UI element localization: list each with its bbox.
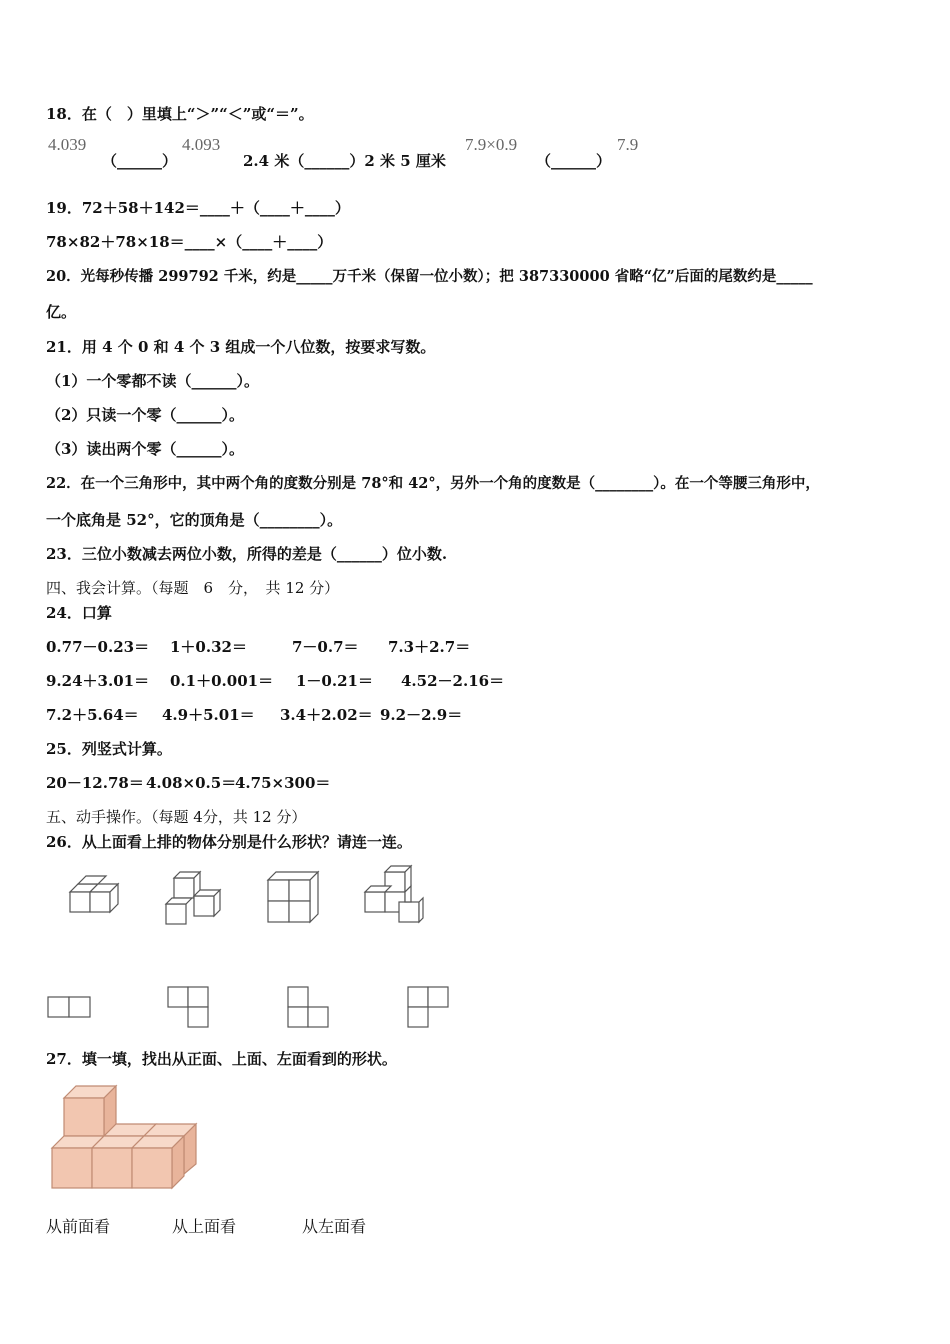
q21-part1: （1）一个零都不读（______）。 [46, 372, 259, 390]
q25-item3: 4.75×300＝ [235, 774, 331, 792]
q24-r2-c3: 1－0.21＝ [296, 672, 373, 690]
q24-title: 24．口算 [46, 604, 112, 622]
top-view-shape-3-icon [286, 985, 332, 1031]
cube-stack-3-icon [260, 866, 330, 930]
q25-title: 25．列竖式计算。 [46, 740, 172, 758]
view-label-front: 从前面看 [46, 1217, 111, 1236]
cube-stack-2-icon [160, 866, 230, 930]
q18-value-c1: 7.9×0.9 [465, 135, 518, 154]
q18-blank-c[interactable]: （______） [536, 152, 612, 170]
q24-r3-c2: 4.9＋5.01＝ [162, 706, 255, 724]
q18-item-b[interactable]: 2.4 米（______）2 米 5 厘米 [243, 152, 446, 170]
q24-r2-c1: 9.24＋3.01＝ [46, 672, 150, 690]
q19-line2: 78×82＋78×18＝____×（____＋____） [46, 233, 333, 251]
q26-title: 26．从上面看上排的物体分别是什么形状？请连一连。 [46, 833, 412, 851]
cube-stack-1-icon [60, 870, 130, 930]
q18-title: 18．在（ ）里填上“＞”“＜”或“＝”。 [46, 105, 314, 123]
q24-r2-c2: 0.1＋0.001＝ [170, 672, 274, 690]
q25-item2: 4.08×0.5＝ [146, 774, 237, 792]
q20-line1: 20．光每秒传播 299792 千米，约是_____万千米（保留一位小数）；把 387330000 省略“亿”后面的尾数约是_____ [46, 268, 813, 285]
section4-title: 四、我会计算。（每题 6 分， 共 12 分） [46, 579, 340, 597]
top-view-shape-4-icon [406, 985, 452, 1031]
q18-blank-a[interactable]: （______） [102, 152, 178, 170]
q21-part2: （2）只读一个零（______）。 [46, 406, 244, 424]
q22-line1: 22．在一个三角形中，其中两个角的度数分别是 78°和 42°，另外一个角的度数是（________）。在一个等腰三角形中， [46, 475, 820, 492]
q18-value-c2: 7.9 [617, 135, 639, 154]
q20-line2: 亿。 [46, 303, 77, 321]
q23-line1: 23．三位小数减去两位小数，所得的差是（______）位小数. [46, 545, 448, 563]
orange-cube-stack-icon [46, 1078, 211, 1196]
view-label-left: 从左面看 [302, 1217, 367, 1236]
q27-title: 27．填一填，找出从正面、上面、左面看到的形状。 [46, 1050, 397, 1068]
q18-value-a2: 4.093 [182, 135, 221, 154]
q24-r1-c2: 1＋0.32＝ [170, 638, 247, 656]
top-view-shape-1-icon [46, 995, 96, 1021]
view-label-top: 从上面看 [172, 1217, 237, 1236]
q22-line2: 一个底角是 52°，它的顶角是（________）。 [46, 511, 343, 529]
q24-r3-c4: 9.2－2.9＝ [380, 706, 463, 724]
q24-r1-c4: 7.3＋2.7＝ [388, 638, 471, 656]
cube-stack-4-icon [355, 860, 430, 930]
q25-item1: 20－12.78＝ [46, 774, 144, 792]
q18-value-a1: 4.039 [48, 135, 87, 154]
q21-part3: （3）读出两个零（______）。 [46, 440, 244, 458]
q24-r3-c1: 7.2＋5.64＝ [46, 706, 139, 724]
q24-r1-c1: 0.77－0.23＝ [46, 638, 150, 656]
q19-line1: 19．72＋58＋142＝____＋（____＋____） [46, 199, 350, 217]
q24-r2-c4: 4.52－2.16＝ [401, 672, 505, 690]
section5-title: 五、动手操作。（每题 4分，共 12 分） [46, 808, 307, 826]
top-view-shape-2-icon [166, 985, 212, 1031]
q24-r1-c3: 7－0.7＝ [292, 638, 359, 656]
q24-r3-c3: 3.4＋2.02＝ [280, 706, 373, 724]
q21-title: 21．用 4 个 0 和 4 个 3 组成一个八位数，按要求写数。 [46, 338, 436, 356]
